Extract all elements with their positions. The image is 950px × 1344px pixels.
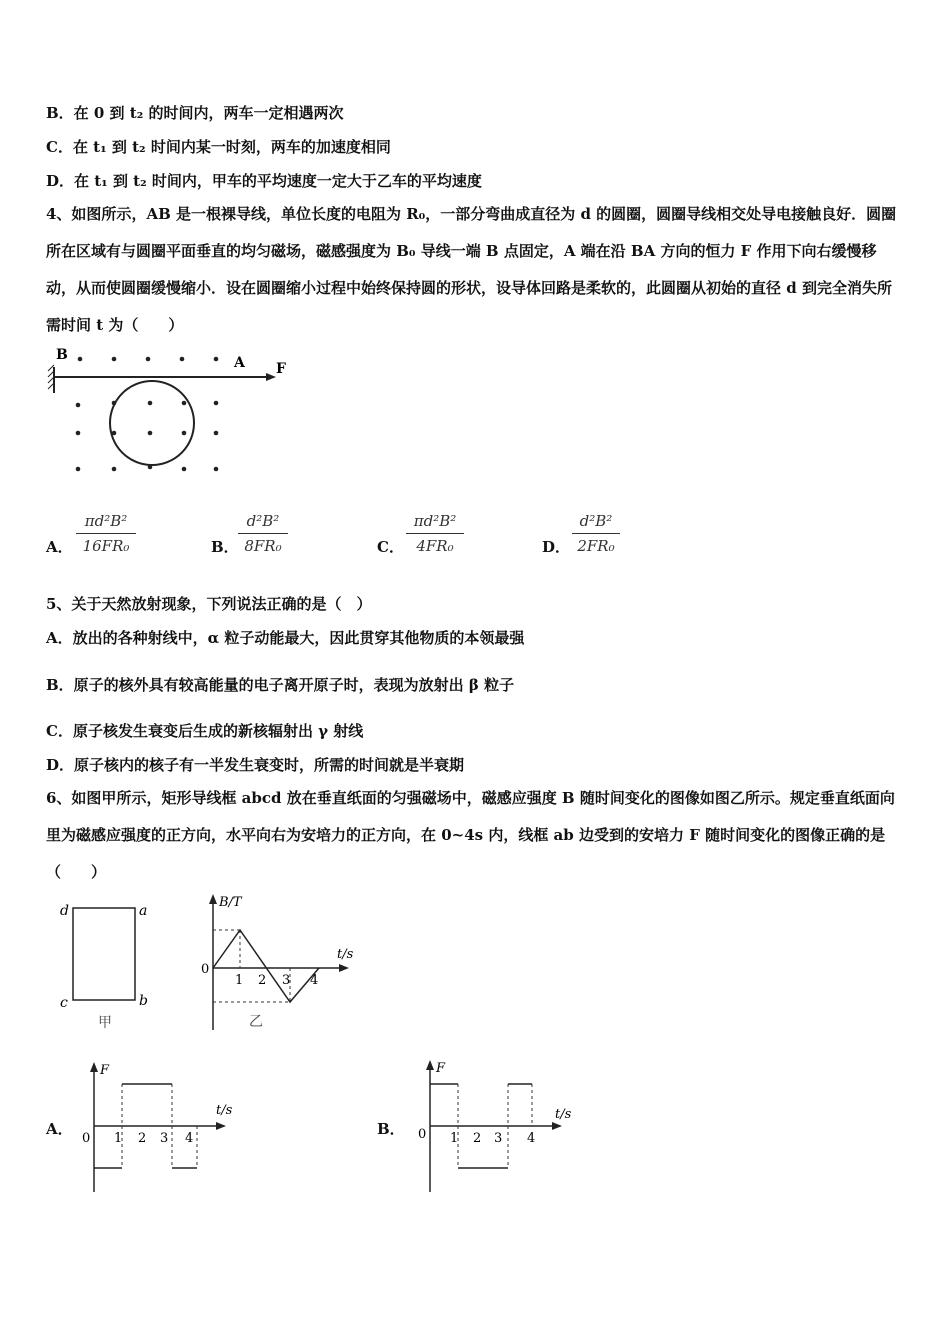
q6-yi-tick-4: 4 xyxy=(310,973,319,988)
q3-option-b: B．在 0 到 t₂ 的时间内，两车一定相遇两次 xyxy=(46,104,344,122)
q6-option-a-label: A． xyxy=(46,1120,73,1138)
q5-option-b: B．原子的核外具有较高能量的电子离开原子时，表现为放射出 β 粒子 xyxy=(46,676,515,694)
q4-option-b-denominator: 8FR₀ xyxy=(244,537,282,555)
q4-option-a-fraction xyxy=(76,512,136,555)
q4-option-d-fraction xyxy=(572,512,620,555)
q6-b-tick-2: 2 xyxy=(473,1131,482,1146)
q6-jia-caption: 甲 xyxy=(98,1015,112,1031)
q4-option-b-label: B． xyxy=(211,538,239,556)
q6-b-tick-4: 4 xyxy=(527,1131,536,1146)
q6-stem: 6、如图甲所示，矩形导线框 abcd 放在垂直纸面的匀强磁场中，磁感应强度 B 随时间变化的图像如图乙所示。规定垂直纸面向里为磁感应强度的正方向，水平向右为安培力的正方向，在 0~4s 内，线框 ab 边受到的安培力 F 随时间变化的图像正确的是（ ） xyxy=(46,789,895,881)
q6-yi-tick-1: 1 xyxy=(235,973,244,988)
q5-stem: 5、关于天然放射现象，下列说法正确的是（ ） xyxy=(46,595,372,613)
q4-option-d-label: D． xyxy=(542,538,571,556)
q6-b-tick-3: 3 xyxy=(494,1131,503,1146)
q4-label-b: B xyxy=(56,347,68,363)
q4-figure xyxy=(44,345,294,485)
q4-option-c-denominator: 4FR₀ xyxy=(416,537,454,555)
q6-b-ylabel: F xyxy=(436,1061,446,1076)
q6-yi-caption: 乙 xyxy=(249,1014,263,1030)
q4-label-f: F xyxy=(276,361,286,377)
q6-option-b-label: B． xyxy=(377,1120,405,1138)
q6-a-origin: 0 xyxy=(82,1131,91,1146)
q4-option-d-denominator: 2FR₀ xyxy=(577,537,615,555)
q6-a-tick-1: 1 xyxy=(114,1131,123,1146)
q6-option-a-graph xyxy=(76,1058,246,1198)
q4-option-a-numerator: πd²B² xyxy=(84,512,128,530)
q5-option-d: D．原子核内的核子有一半发生衰变时，所需的时间就是半衰期 xyxy=(46,756,465,774)
q3-option-d: D．在 t₁ 到 t₂ 时间内，甲车的平均速度一定大于乙车的平均速度 xyxy=(46,172,482,190)
q6-jia-label-b: b xyxy=(139,993,148,1009)
q6-jia-label-c: c xyxy=(60,995,68,1011)
q6-b-xlabel: t/s xyxy=(555,1107,572,1122)
q6-jia-label-a: a xyxy=(139,903,148,919)
q6-a-tick-2: 2 xyxy=(138,1131,147,1146)
q6-b-tick-1: 1 xyxy=(450,1131,459,1146)
q4-option-b-numerator: d²B² xyxy=(246,512,280,530)
q4-option-b-fraction xyxy=(238,512,288,555)
q6-figure-jia xyxy=(55,895,165,1035)
q4-stem: 4、如图所示，AB 是一根裸导线，单位长度的电阻为 R₀，一部分弯曲成直径为 d 的圆圈，圆圈导线相交处导电接触良好．圆圈所在区域有与圆圈平面垂直的均匀磁场，磁感强度为 B₀ 导线一端 B 点固定，A 端在沿 BA 方向的恒力 F 作用下向右缓慢移动，从而使圆圈缓慢缩小．设在圆圈缩小过程中始终保持圆的形状，设导体回路是柔软的，此圆圈从初始的直径 d 到完全消失所需时间 t 为（ ） xyxy=(46,205,897,334)
q5-option-a: A．放出的各种射线中，α 粒子动能最大，因此贯穿其他物质的本领最强 xyxy=(46,629,525,647)
q6-option-b-graph xyxy=(412,1056,582,1196)
q6-a-ylabel: F xyxy=(100,1063,110,1078)
q6-yi-tick-2: 2 xyxy=(258,973,267,988)
q4-option-c-label: C． xyxy=(377,538,404,556)
q5-option-c: C．原子核发生衰变后生成的新核辐射出 γ 射线 xyxy=(46,722,364,740)
q4-option-d-numerator: d²B² xyxy=(579,512,613,530)
q6-a-xlabel: t/s xyxy=(216,1103,233,1118)
q4-option-a-denominator: 16FR₀ xyxy=(82,537,130,555)
q6-yi-origin: 0 xyxy=(201,962,210,977)
q4-option-c-numerator: πd²B² xyxy=(413,512,457,530)
q4-option-c-fraction xyxy=(406,512,464,555)
q6-a-tick-4: 4 xyxy=(185,1131,194,1146)
q6-yi-tick-3: 3 xyxy=(282,973,291,988)
q4-option-a-label: A． xyxy=(46,538,73,556)
q6-yi-ylabel: B/T xyxy=(219,895,242,910)
q6-yi-xlabel: t/s xyxy=(337,947,354,962)
q6-jia-label-d: d xyxy=(60,903,69,919)
q3-option-c: C．在 t₁ 到 t₂ 时间内某一时刻，两车的加速度相同 xyxy=(46,138,391,156)
q6-b-origin: 0 xyxy=(418,1127,427,1142)
q6-a-tick-3: 3 xyxy=(160,1131,169,1146)
q4-label-a: A xyxy=(234,355,245,371)
q6-figure-yi xyxy=(195,888,365,1038)
